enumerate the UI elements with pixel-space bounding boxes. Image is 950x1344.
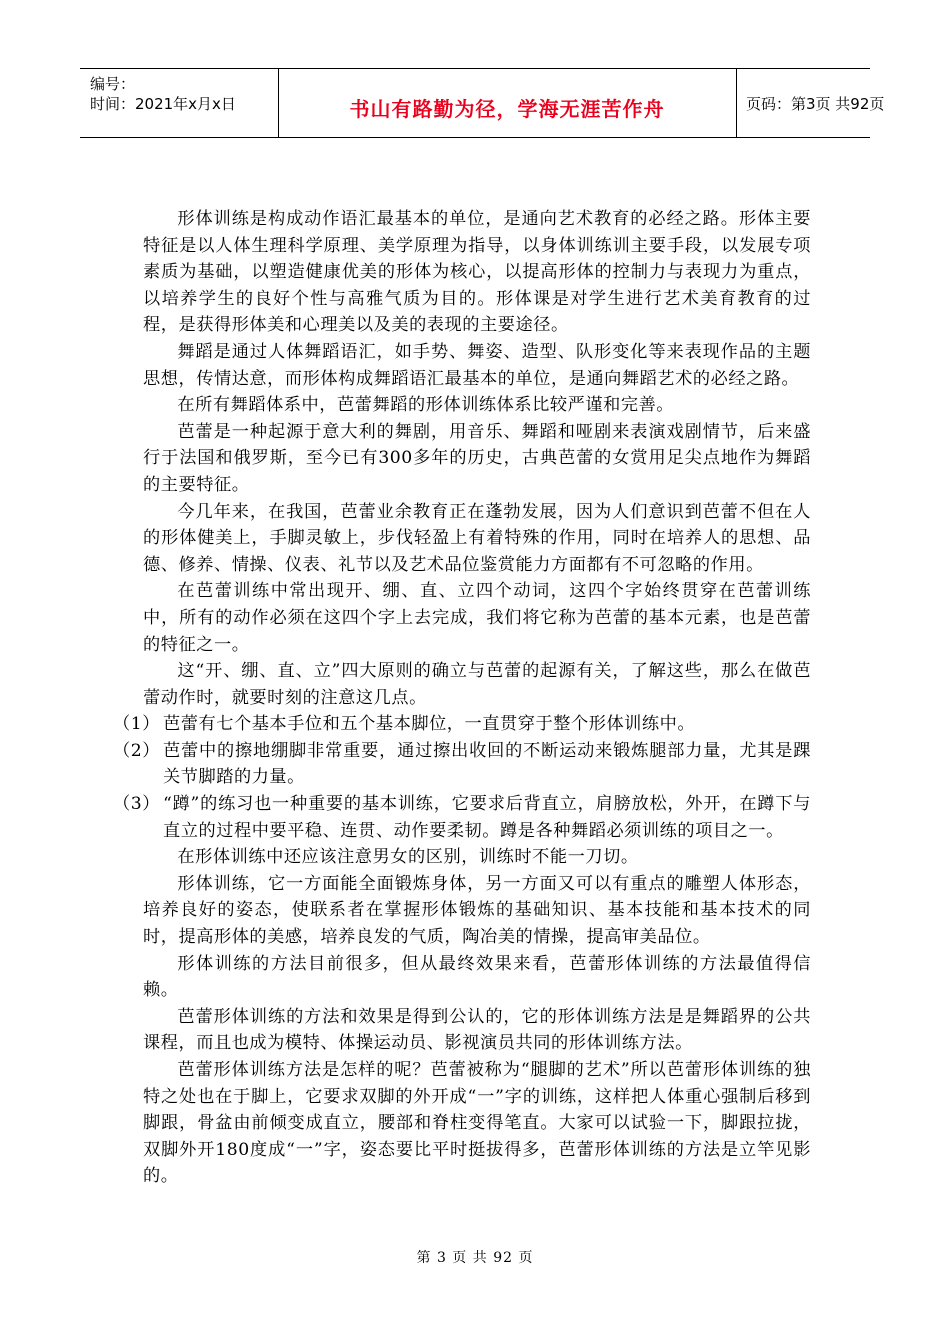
paragraph-12: 芭蕾形体训练方法是怎样的呢？芭蕾被称为“腿脚的艺术”所以芭蕾形体训练的独特之处也在于脚上，它要求双脚的外开成“一”字的训练，这样把人体重心强制后移到脚跟，骨盆由前倾变成直立，腰部和脊柱变得笔直。大家可以试验一下，脚跟拉拢，双脚外开180度成“一”字，姿态要比平时挺拔得多，芭蕾形体训练的方法是立竿见影的。 bbox=[143, 1060, 811, 1187]
document-number-label: 编号： bbox=[90, 75, 136, 93]
header-page-cell bbox=[736, 69, 885, 137]
list-item-text: “蹲”的练习也一种重要的基本训练，它要求后背直立，肩膀放松，外开，在蹲下与直立的过程中要平稳、连贯、动作要柔韧。蹲是各种舞蹈必须训练的项目之一。 bbox=[163, 794, 811, 841]
paragraph-6: 在芭蕾训练中常出现开、绷、直、立四个动词，这四个字始终贯穿在芭蕾训练中，所有的动作必须在这四个字上去完成，我们将它称为芭蕾的基本元素，也是芭蕾的特征之一。 bbox=[143, 581, 811, 655]
list-item-number: （3） bbox=[113, 794, 160, 815]
paragraph-5: 今几年来，在我国，芭蕾业余教育正在蓬勃发展，因为人们意识到芭蕾不但在人的形体健美上，手脚灵敏上，步伐轻盈上有着特殊的作用，同时在培养人的思想、品德、修养、情操、仪表、礼节以及艺术品位鉴赏能力方面都有不可忽略的作用。 bbox=[143, 501, 811, 575]
list-item-text: 芭蕾有七个基本手位和五个基本脚位，一直贯穿于整个形体训练中。 bbox=[163, 714, 696, 735]
paragraph-3: 在所有舞蹈体系中，芭蕾舞蹈的形体训练体系比较严谨和完善。 bbox=[177, 395, 675, 416]
header-motto: 书山有路勤为径，学海无涯苦作舟 bbox=[349, 97, 665, 121]
document-body bbox=[113, 206, 811, 1190]
paragraph-4: 芭蕾是一种起源于意大利的舞剧，用音乐、舞蹈和哑剧来表演戏剧情节，后来盛行于法国和俄罗斯，至今已有300多年的历史，古典芭蕾的女赏用足尖点地作为舞蹈的主要特征。 bbox=[143, 421, 811, 495]
list-item bbox=[105, 791, 811, 844]
list-item-number: （2） bbox=[113, 740, 160, 761]
header-meta bbox=[80, 69, 279, 137]
paragraph-8: 在形体训练中还应该注意男女的区别，训练时不能一刀切。 bbox=[177, 847, 639, 868]
paragraph-7: 这“开、绷、直、立”四大原则的确立与芭蕾的起源有关，了解这些，那么在做芭蕾动作时，就要时刻的注意这几点。 bbox=[143, 661, 811, 708]
page-header bbox=[80, 68, 885, 138]
paragraph-11: 芭蕾形体训练的方法和效果是得到公认的，它的形体训练方法是是舞蹈界的公共课程，而且也成为模特、体操运动员、影视演员共同的形体训练方法。 bbox=[143, 1006, 811, 1054]
header-page-info: 页码：第3页 共92页 bbox=[746, 95, 885, 113]
paragraph-1: 形体训练是构成动作语汇最基本的单位，是通向艺术教育的必经之路。形体主要特征是以人体生理科学原理、美学原理为指导，以身体训练训主要手段，以发展专项素质为基础，以塑造健康优美的形体为核心，以提高形体的控制力与表现力为重点，以培养学生的良好个性与高雅气质为目的。形体课是对学生进行艺术美育教育的过程，是获得形体美和心理美以及美的表现的主要途径。 bbox=[143, 209, 811, 336]
document-time-label: 时间：2021年x月x日 bbox=[90, 95, 236, 113]
paragraph-2: 舞蹈是通过人体舞蹈语汇，如手势、舞姿、造型、队形变化等来表现作品的主题思想，传情达意，而形体构成舞蹈语汇最基本的单位，是通向舞蹈艺术的必经之路。 bbox=[143, 341, 811, 389]
paragraph-9: 形体训练，它一方面能全面锻炼身体，另一方面又可以有重点的雕塑人体形态，培养良好的姿态，使联系者在掌握形体锻炼的基础知识、基本技能和基本技术的同时，提高形体的美感，培养良发的气质，陶冶美的情操，提高审美品位。 bbox=[143, 873, 811, 948]
header-motto-cell bbox=[278, 69, 737, 137]
list-item-text: 芭蕾中的擦地绷脚非常重要，通过擦出收回的不断运动来锻炼腿部力量，尤其是踝关节脚踏的力量。 bbox=[163, 740, 811, 788]
page-footer: 第 3 页 共 92 页 bbox=[416, 1250, 534, 1266]
list-item-number: （1） bbox=[113, 714, 160, 735]
paragraph-10: 形体训练的方法目前很多，但从最终效果来看，芭蕾形体训练的方法最值得信赖。 bbox=[143, 953, 811, 1001]
list-item bbox=[105, 711, 811, 738]
list-item bbox=[105, 738, 811, 791]
